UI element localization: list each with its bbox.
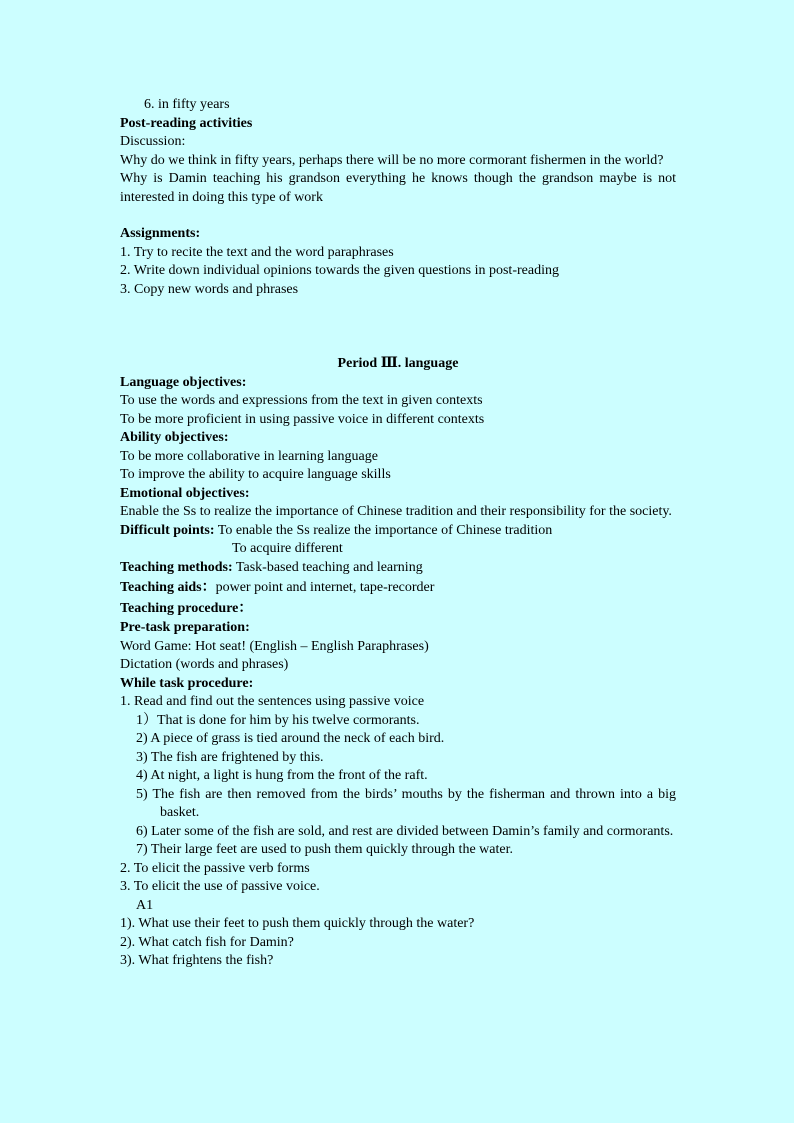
paragraph: Why is Damin teaching his grandson everything he knows though the grandson maybe is not interested in doing this type of work: [120, 171, 676, 205]
section-heading: Post-reading activities: [120, 115, 253, 131]
section-heading: Teaching procedure：: [120, 601, 253, 616]
section-heading: Pre-task preparation:: [120, 620, 250, 635]
label: Teaching aids：: [120, 580, 216, 595]
list-item: 1). What use their feet to push them quickly through the water?: [120, 916, 475, 931]
list-item: 3). What frightens the fish?: [120, 953, 274, 968]
list-item: 2. Write down individual opinions towards the given questions in post-reading: [120, 263, 559, 278]
paragraph: power point and internet, tape-recorder: [215, 580, 435, 595]
section-heading: While task procedure:: [120, 675, 254, 691]
paragraph: To acquire different: [232, 541, 343, 556]
paragraph: Why do we think in fifty years, perhaps there will be no more cormorant fishermen in the world?: [120, 152, 664, 168]
section-heading: Ability objectives:: [120, 430, 229, 445]
paragraph: Enable the Ss to realize the importance of Chinese tradition and their responsibility for the society.: [120, 504, 672, 519]
label: Teaching methods:: [120, 559, 233, 575]
list-item: 2). What catch fish for Damin?: [120, 934, 294, 950]
list-item: 1. Try to recite the text and the word paraphrases: [120, 244, 394, 260]
document-page: [120, 96, 676, 971]
list-item: 3) The fish are frightened by this.: [136, 749, 324, 765]
paragraph: Word Game: Hot seat! (English – English Paraphrases): [120, 638, 429, 654]
paragraph: To enable the Ss realize the importance of Chinese tradition: [217, 522, 553, 538]
list-item: 3. Copy new words and phrases: [120, 281, 299, 297]
list-item: 7) Their large feet are used to push them quickly through the water.: [136, 842, 513, 857]
paragraph: To improve the ability to acquire language skills: [120, 467, 391, 482]
label: Difficult points:: [120, 522, 215, 538]
list-item: 2) A piece of grass is tied around the neck of each bird.: [136, 731, 445, 746]
teaching-methods: [120, 559, 676, 578]
list-item: 2. To elicit the passive verb forms: [120, 860, 310, 876]
list-item: 1）That is done for him by his twelve cormorants.: [136, 712, 420, 728]
paragraph: To be more proficient in using passive voice in different contexts: [120, 411, 485, 427]
paragraph: Task-based teaching and learning: [235, 559, 423, 575]
list-item: 4) At night, a light is hung from the front of the raft.: [136, 768, 428, 783]
paragraph: To use the words and expressions from the text in given contexts: [120, 393, 483, 408]
teaching-aids: [120, 577, 676, 598]
list-item: 6. in fifty years: [144, 97, 230, 112]
section-heading: Emotional objectives:: [120, 485, 250, 501]
paragraph: Dictation (words and phrases): [120, 657, 289, 672]
paragraph: To be more collaborative in learning language: [120, 448, 378, 464]
label: Discussion:: [120, 134, 186, 149]
section-heading: Language objectives:: [120, 374, 247, 390]
section-heading: Assignments:: [120, 226, 201, 241]
label: A1: [136, 897, 154, 913]
page-title: Period Ⅲ. language: [337, 356, 459, 371]
list-item: 3. To elicit the use of passive voice.: [120, 879, 320, 894]
list-item: 1. Read and find out the sentences using passive voice: [120, 694, 425, 709]
list-item: 5) The fish are then removed from the birds’ mouths by the fisherman and thrown into a big basket.: [136, 786, 676, 820]
list-item: 6) Later some of the fish are sold, and rest are divided between Damin’s family and cormorants.: [136, 823, 674, 839]
difficult-points: [120, 522, 676, 541]
